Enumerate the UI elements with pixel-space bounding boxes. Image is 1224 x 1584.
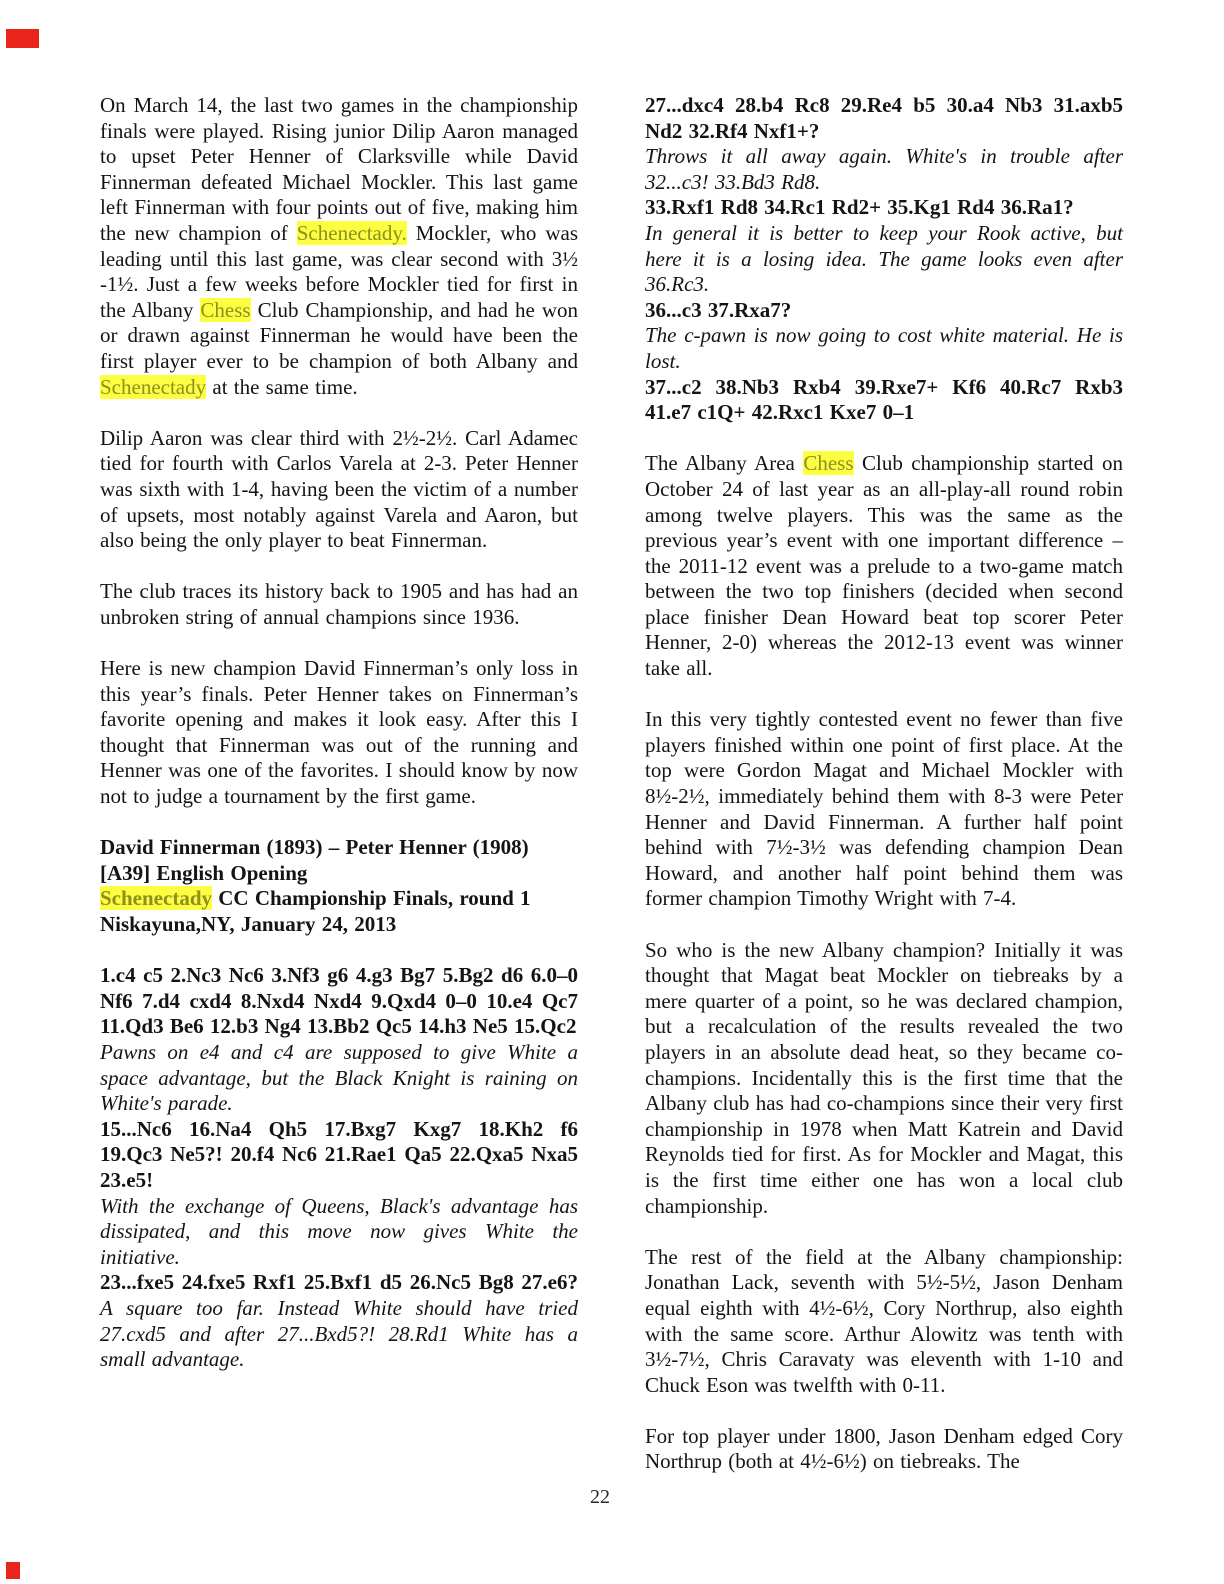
paragraph bbox=[100, 579, 578, 630]
text-run: CC Championship Finals, round 1 bbox=[212, 886, 531, 911]
highlighted-text: Schenectady bbox=[100, 886, 212, 911]
right-column bbox=[645, 93, 1123, 1475]
paragraph bbox=[100, 1040, 578, 1117]
paragraph bbox=[100, 1270, 578, 1372]
text-run: David Finnerman (1893) – Peter Henner (1908) bbox=[100, 835, 529, 860]
paragraph bbox=[645, 1424, 1123, 1475]
highlighted-text: Chess bbox=[803, 451, 854, 476]
text-run: Pawns on e4 and c4 are supposed to give White a space advantage, but the Black Knight is raining on White's parade. bbox=[100, 1039, 578, 1116]
text-run: at the same time. bbox=[206, 374, 358, 399]
paragraph bbox=[645, 298, 1123, 324]
text-run: The Albany Area bbox=[645, 451, 804, 476]
paragraph bbox=[100, 1117, 578, 1194]
page-number: 22 bbox=[590, 1486, 610, 1508]
text-run: With the exchange of Queens, Black's advantage has dissipated, and this move now gives White the initiative. bbox=[100, 1193, 578, 1269]
text-run: 15...Nc6 16.Na4 Qh5 17.Bxg7 Kxg7 18.Kh2 f6 19.Qc3 Ne5?! 20.f4 Nc6 21.Rae1 Qa5 22.Qxa5 Nxa5 23.e5! bbox=[100, 1116, 578, 1192]
text-run: In this very tightly contested event no fewer than five players finished within one point of first place. At the top were Gordon Magat and Michael Mockler with 8½-2½, immediately behind them with 8-3 were Peter Henner and David Finnerman. A further half point behind with 7½-3½ was defending champion Dean Howard, and another half point behind them was former champion Timothy Wright with 7-4. bbox=[645, 707, 1123, 911]
paragraph bbox=[645, 195, 1123, 221]
paragraph bbox=[645, 144, 1123, 195]
text-run: A square too far. Instead White should have tried 27.cxd5 and after 27...Bxd5?! 28.Rd1 White has a small advantage. bbox=[100, 1295, 578, 1372]
paragraph bbox=[100, 963, 578, 1040]
text-run: [A39] English Opening bbox=[100, 860, 308, 885]
text-run: 27...dxc4 28.b4 Rc8 29.Re4 b5 30.a4 Nb3 31.axb5 Nd2 32.Rf4 Nxf1+? bbox=[645, 93, 1123, 143]
two-column-article bbox=[100, 93, 1123, 1475]
paragraph bbox=[645, 938, 1123, 1220]
text-run: The c-pawn is now going to cost white material. He is lost. bbox=[645, 323, 1123, 373]
text-run: Throws it all away again. White's in trouble after 32...c3! 33.Bd3 Rd8. bbox=[645, 144, 1123, 194]
text-run: The rest of the field at the Albany championship: Jonathan Lack, seventh with 5½-5½, Jason Denham equal eighth with 4½-6½, Cory Northrup, also eighth with the same score. Arthur Alowitz was tenth with 3½-7½, Chris Caravaty was eleventh with 1-10 and Chuck Eson was twelfth with 0-11. bbox=[645, 1244, 1123, 1397]
text-run: Here is new champion David Finnerman’s only loss in this year’s finals. Peter Henner takes on Finnerman’s favorite opening and makes it look easy. After this I thought that Finnerman was out of the running and Henner was one of the favorites. I should know by now not to judge a tournament by the first game. bbox=[100, 656, 578, 809]
text-run: Club Championship, and had he won or drawn against Finnerman he would have been the first player ever to be champion of both Albany and bbox=[100, 297, 578, 373]
text-run: The club traces its history back to 1905 and has had an unbroken string of annual champions since 1936. bbox=[100, 579, 578, 629]
paragraph bbox=[645, 1245, 1123, 1399]
left-column bbox=[100, 93, 578, 1475]
paragraph bbox=[645, 707, 1123, 912]
text-run: On March 14, the last two games in the championship finals were played. Rising junior Dilip Aaron managed to upset Peter Henner of Clarksville while David Finnerman defeated Michael Mockler. This last game left Finnerman with four points out of five, making him the new champion of bbox=[100, 93, 578, 245]
red-scan-mark-top-left bbox=[6, 29, 39, 48]
red-scan-mark-bottom-left bbox=[6, 1562, 20, 1579]
paragraph bbox=[645, 221, 1123, 298]
paragraph bbox=[100, 835, 578, 937]
paragraph bbox=[645, 93, 1123, 144]
paragraph bbox=[645, 451, 1123, 681]
highlighted-text: Schenectady. bbox=[296, 220, 407, 245]
text-run: 1.c4 c5 2.Nc3 Nc6 3.Nf3 g6 4.g3 Bg7 5.Bg2 d6 6.0–0 Nf6 7.d4 cxd4 8.Nxd4 Nxd4 9.Qxd4 0–0 10.e4 Qc7 11.Qd3 Be6 12.b3 Ng4 13.Bb2 Qc5 14.h3 Ne5 15.Qc2 bbox=[100, 963, 578, 1039]
text-run: 23...fxe5 24.fxe5 Rxf1 25.Bxf1 d5 26.Nc5 Bg8 27.e6? bbox=[100, 1270, 578, 1295]
text-run: Mockler, who was leading until this last game, was clear second with 3½ -1½. Just a few weeks before Mockler tied for first in the Albany bbox=[100, 220, 578, 322]
paragraph bbox=[100, 656, 578, 810]
highlighted-text: Chess bbox=[200, 297, 251, 322]
paragraph bbox=[100, 93, 578, 400]
text-run: For top player under 1800, Jason Denham edged Cory Northrup (both at 4½-6½) on tiebreaks. The bbox=[645, 1423, 1123, 1474]
text-run: 33.Rxf1 Rd8 34.Rc1 Rd2+ 35.Kg1 Rd4 36.Ra1? bbox=[645, 195, 1074, 220]
text-run: So who is the new Albany champion? Initially it was thought that Magat beat Mockler on tiebreaks by a mere quarter of a point, so he was declared champion, but a recalculation of the results revealed the two players in an absolute dead heat, so they became co-champions. Incidentally this is the first time that the Albany club has had co-champions since their very first championship in 1978 when Matt Katrein and David Reynolds tied for first. As for Mockler and Magat, this is the first time either one has won a local club championship. bbox=[645, 937, 1123, 1218]
text-run: Club championship started on October 24 of last year as an all-play-all round robin among twelve players. This was the same as the previous year’s event with one important difference – the 2011-12 event was a prelude to a two-game match between the two top finishers (decided when second place finisher Dean Howard beat top scorer Peter Henner, 2-0) whereas the 2012-13 event was winner take all. bbox=[645, 451, 1124, 681]
text-run: 37...c2 38.Nb3 Rxb4 39.Rxe7+ Kf6 40.Rc7 Rxb3 41.e7 c1Q+ 42.Rxc1 Kxe7 0–1 bbox=[645, 374, 1123, 425]
paragraph bbox=[645, 323, 1123, 374]
text-run: 36...c3 37.Rxa7? bbox=[645, 297, 792, 322]
paragraph bbox=[100, 426, 578, 554]
paragraph bbox=[645, 375, 1123, 426]
highlighted-text: Schenectady bbox=[100, 374, 207, 399]
paragraph bbox=[100, 1194, 578, 1271]
text-run: Dilip Aaron was clear third with 2½-2½. Carl Adamec tied for fourth with Carlos Varela at 2-3. Peter Henner was sixth with 1-4, having been the victim of a number of upsets, most notably against Varela and Aaron, but also being the only player to beat Finnerman. bbox=[100, 425, 578, 553]
text-run: In general it is better to keep your Rook active, but here it is a losing idea. The game looks even after 36.Rc3. bbox=[645, 220, 1123, 297]
text-run: Niskayuna,NY, January 24, 2013 bbox=[100, 912, 397, 936]
